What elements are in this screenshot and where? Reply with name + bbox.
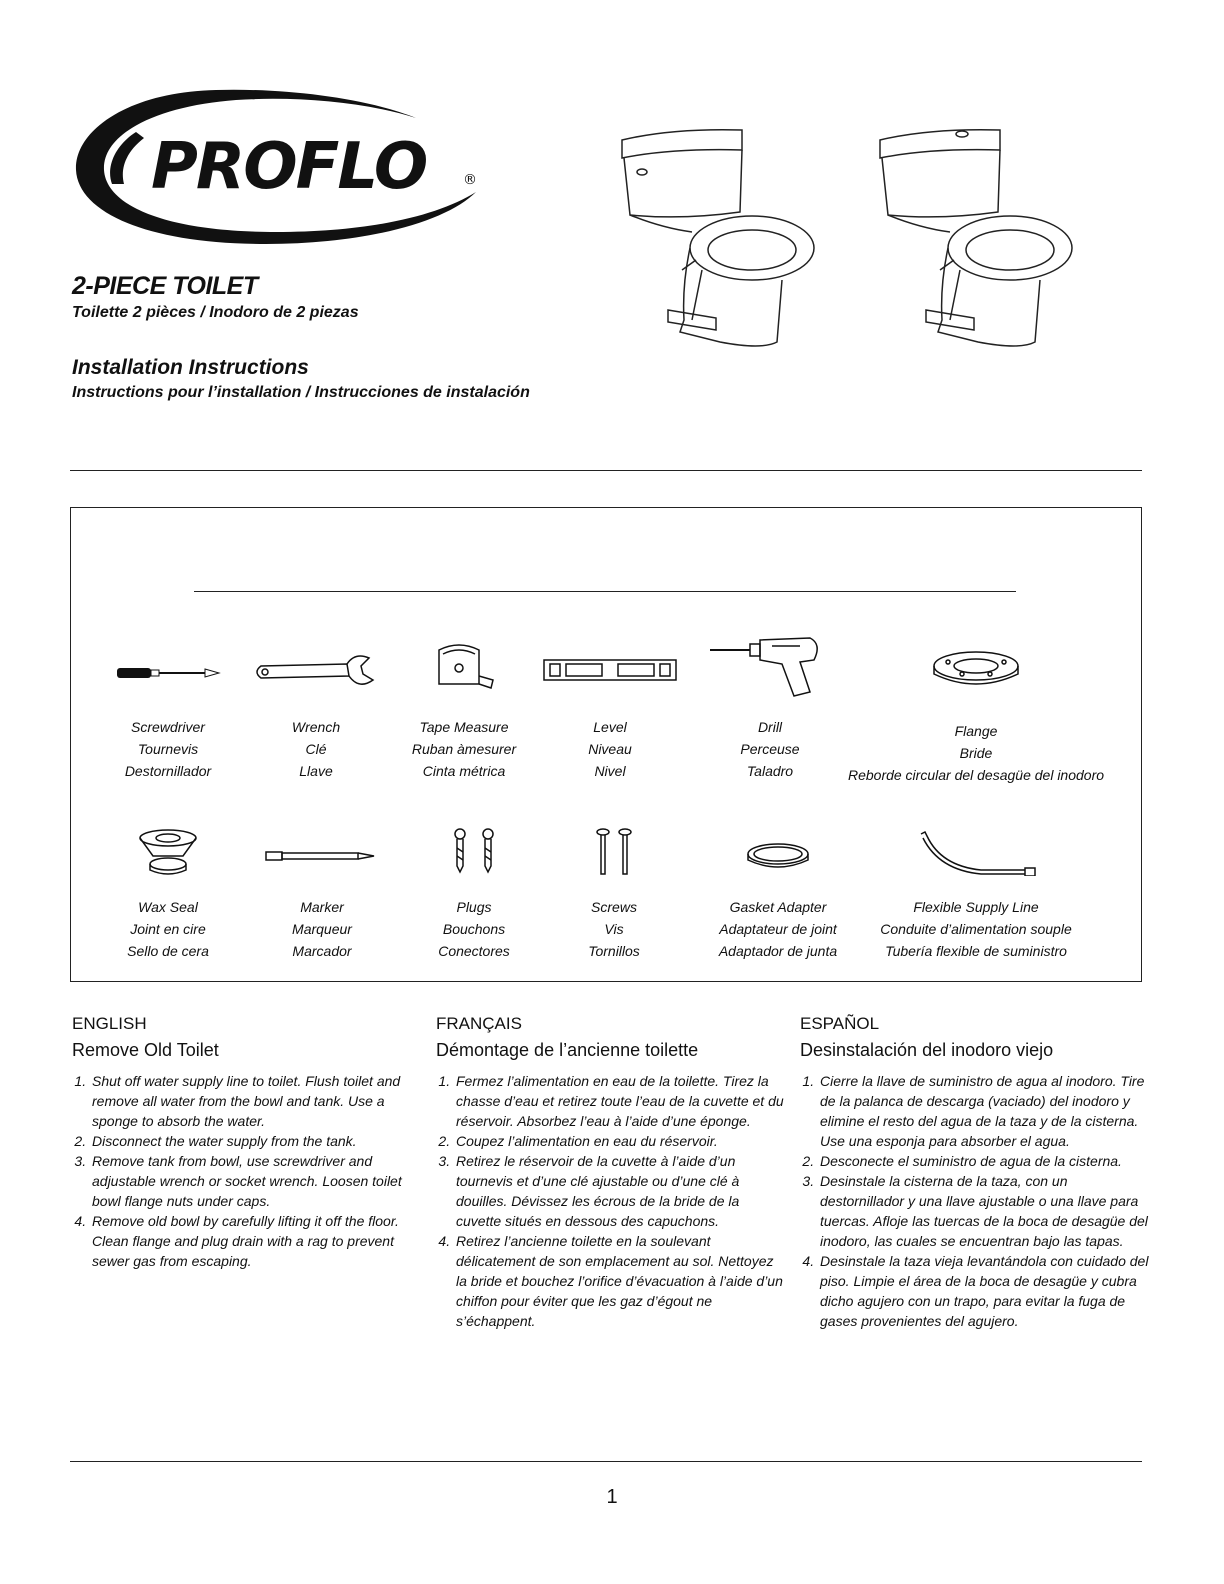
section-heading: Démontage de l’ancienne toilette — [436, 1040, 699, 1060]
section-language: ESPAÑOL — [800, 1014, 880, 1033]
instructions-subtitle: Instructions pour l’installation / Instrucciones de instalación — [72, 384, 530, 401]
tool-label-fr: Bouchons — [442, 921, 506, 937]
tool-label-fr: Clé — [305, 741, 327, 757]
step-item: 3. Remove tank from bowl, use screwdriver and adjustable wrench or socket wrench. Loosen toilet bowl flange nuts under caps. — [90, 1151, 422, 1211]
section-language: ENGLISH — [72, 1014, 147, 1033]
instructions-title: Installation Instructions — [72, 356, 309, 379]
tool-tape-measure — [384, 640, 544, 782]
tool-label-fr: Tournevis — [137, 741, 199, 757]
document-title: 2-PIECE TOILET — [72, 272, 258, 300]
section-spanish — [800, 1014, 1150, 1331]
step-item: 3. Desinstale la cisterna de la taza, con un destornillador y una llave ajustable o una llave para tuercas. Afloje las tuercas de la boca de desagüe del inodoro, las cuales se encuentran bajo las tapas. — [818, 1171, 1150, 1251]
tool-label-es: Adaptador de junta — [718, 943, 838, 959]
footer-divider — [70, 1461, 1142, 1462]
tool-label-fr: Niveau — [588, 741, 632, 757]
tool-drill — [690, 630, 850, 782]
tool-wrench — [236, 650, 396, 782]
tool-label-es: Nivel — [594, 763, 626, 779]
step-item: 4. Desinstale la taza vieja levantándola con cuidado del piso. Limpie el área de la boca de desagüe y cubra dicho agujero con un trapo, para evitar la fuga de gases provenientes del agujero. — [818, 1251, 1150, 1331]
section-heading: Remove Old Toilet — [72, 1040, 219, 1060]
gasket-adapter-icon — [743, 836, 813, 876]
tool-label-es: Tornillos — [588, 943, 640, 959]
tool-label-es: Reborde circular del desagüe del inodoro — [847, 767, 1105, 783]
header-divider — [70, 470, 1142, 471]
tool-screws — [534, 826, 694, 962]
tool-label-en: Wrench — [291, 719, 341, 735]
step-item: 2. Coupez l’alimentation en eau du réservoir. — [454, 1131, 786, 1151]
tool-plugs — [394, 826, 554, 962]
tool-label-fr: Conduite d’alimentation souple — [880, 921, 1072, 937]
step-list — [72, 1071, 422, 1271]
step-item: 4. Remove old bowl by carefully lifting it off the floor. Clean flange and plug drain with a rag to prevent sewer gas from escaping. — [90, 1211, 422, 1271]
tool-label-en: Gasket Adapter — [729, 899, 827, 915]
logo-wordmark: PROFLO — [151, 130, 427, 204]
supply-line-icon — [911, 826, 1041, 876]
marker-icon — [262, 836, 382, 876]
section-french — [436, 1014, 786, 1331]
wrench-icon — [251, 650, 381, 694]
tool-label-fr: Bride — [959, 745, 993, 761]
step-item: 1. Shut off water supply line to toilet. Flush toilet and remove all water from the bowl and tank. Use a sponge to absorb the water. — [90, 1071, 422, 1131]
tool-label-es: Tubería flexible de suministro — [885, 943, 1067, 959]
wax-seal-icon — [133, 826, 203, 876]
section-language: FRANÇAIS — [436, 1014, 522, 1033]
tool-flange — [846, 646, 1106, 786]
tool-label-es: Taladro — [746, 763, 794, 779]
tool-label-es: Cinta métrica — [422, 763, 506, 779]
tool-gasket-adapter — [698, 836, 858, 962]
tool-label-fr: Vis — [604, 921, 624, 937]
tool-label-es: Marcador — [292, 943, 352, 959]
tools-heading-rule — [194, 591, 1016, 592]
document-subtitle: Toilette 2 pièces / Inodoro de 2 piezas — [72, 304, 359, 321]
tool-label-en: Flange — [954, 723, 998, 739]
tool-label-en: Flexible Supply Line — [913, 899, 1039, 915]
flange-icon — [926, 646, 1026, 694]
step-item: 2. Disconnect the water supply from the tank. — [90, 1131, 422, 1151]
registered-mark: ® — [463, 172, 477, 188]
tool-label-en: Plugs — [456, 899, 492, 915]
step-list — [436, 1071, 786, 1331]
step-item: 3. Retirez le réservoir de la cuvette à l’aide d’un tournevis et d’une clé ajustable ou d’une clé à douilles. Dévissez les écrous de la bride de la cuvette situés en dessous des capuchons. — [454, 1151, 786, 1231]
tool-label-es: Destornillador — [124, 763, 212, 779]
step-item: 1. Fermez l’alimentation en eau de la toilette. Tirez la chasse d’eau et retirez toute l’eau de la cuvette et du réservoir. Absorbez l’eau à l’aide d’une éponge. — [454, 1071, 786, 1131]
section-english — [72, 1014, 422, 1271]
tool-label-en: Marker — [300, 899, 344, 915]
tool-label-fr: Perceuse — [740, 741, 800, 757]
tool-label-fr: Joint en cire — [130, 921, 206, 937]
screws-icon — [589, 826, 639, 876]
tool-level — [530, 650, 690, 782]
tool-label-en: Level — [593, 719, 627, 735]
tool-label-fr: Ruban àmesurer — [411, 741, 517, 757]
toilet-top-button-illustration — [870, 120, 1080, 380]
tool-label-en: Screwdriver — [131, 719, 205, 735]
step-list — [800, 1071, 1150, 1331]
step-item: 4. Retirez l’ancienne toilette en la soulevant délicatement de son emplacement au sol. Nettoyez la bride et bouchez l’orifice d’évacuation à l’aide d’un chiffon pour éviter que les gaz d’égout ne s’échappent. — [454, 1231, 786, 1331]
tool-flexible-supply-line — [856, 826, 1096, 962]
step-item: 1. Cierre la llave de suministro de agua al inodoro. Tire de la palanca de descarga (vaciado) del inodoro y elimine el resto del agua de la taza y de la cisterna. Use una esponja para absorber el agua. — [818, 1071, 1150, 1151]
toilet-side-lever-illustration — [612, 120, 822, 380]
section-heading: Desinstalación del inodoro viejo — [800, 1040, 1054, 1060]
tape-measure-icon — [429, 640, 499, 694]
level-icon — [540, 650, 680, 694]
tool-screwdriver — [88, 650, 248, 782]
tool-wax-seal — [88, 826, 248, 962]
step-item: 2. Desconecte el suministro de agua de la cisterna. — [818, 1151, 1150, 1171]
tool-label-es: Llave — [299, 763, 333, 779]
tool-label-en: Screws — [591, 899, 637, 915]
tool-label-es: Conectores — [438, 943, 510, 959]
tool-label-es: Sello de cera — [127, 943, 209, 959]
tool-label-fr: Marqueur — [292, 921, 352, 937]
plugs-icon — [444, 826, 504, 876]
page-number: 1 — [606, 1486, 618, 1508]
tool-label-fr: Adaptateur de joint — [719, 921, 837, 937]
proflo-logo — [66, 72, 496, 252]
drill-icon — [710, 630, 830, 700]
screwdriver-icon — [113, 650, 223, 694]
tool-label-en: Tape Measure — [419, 719, 509, 735]
tool-label-en: Wax Seal — [138, 899, 198, 915]
tool-marker — [242, 836, 402, 962]
tool-label-en: Drill — [757, 719, 783, 735]
